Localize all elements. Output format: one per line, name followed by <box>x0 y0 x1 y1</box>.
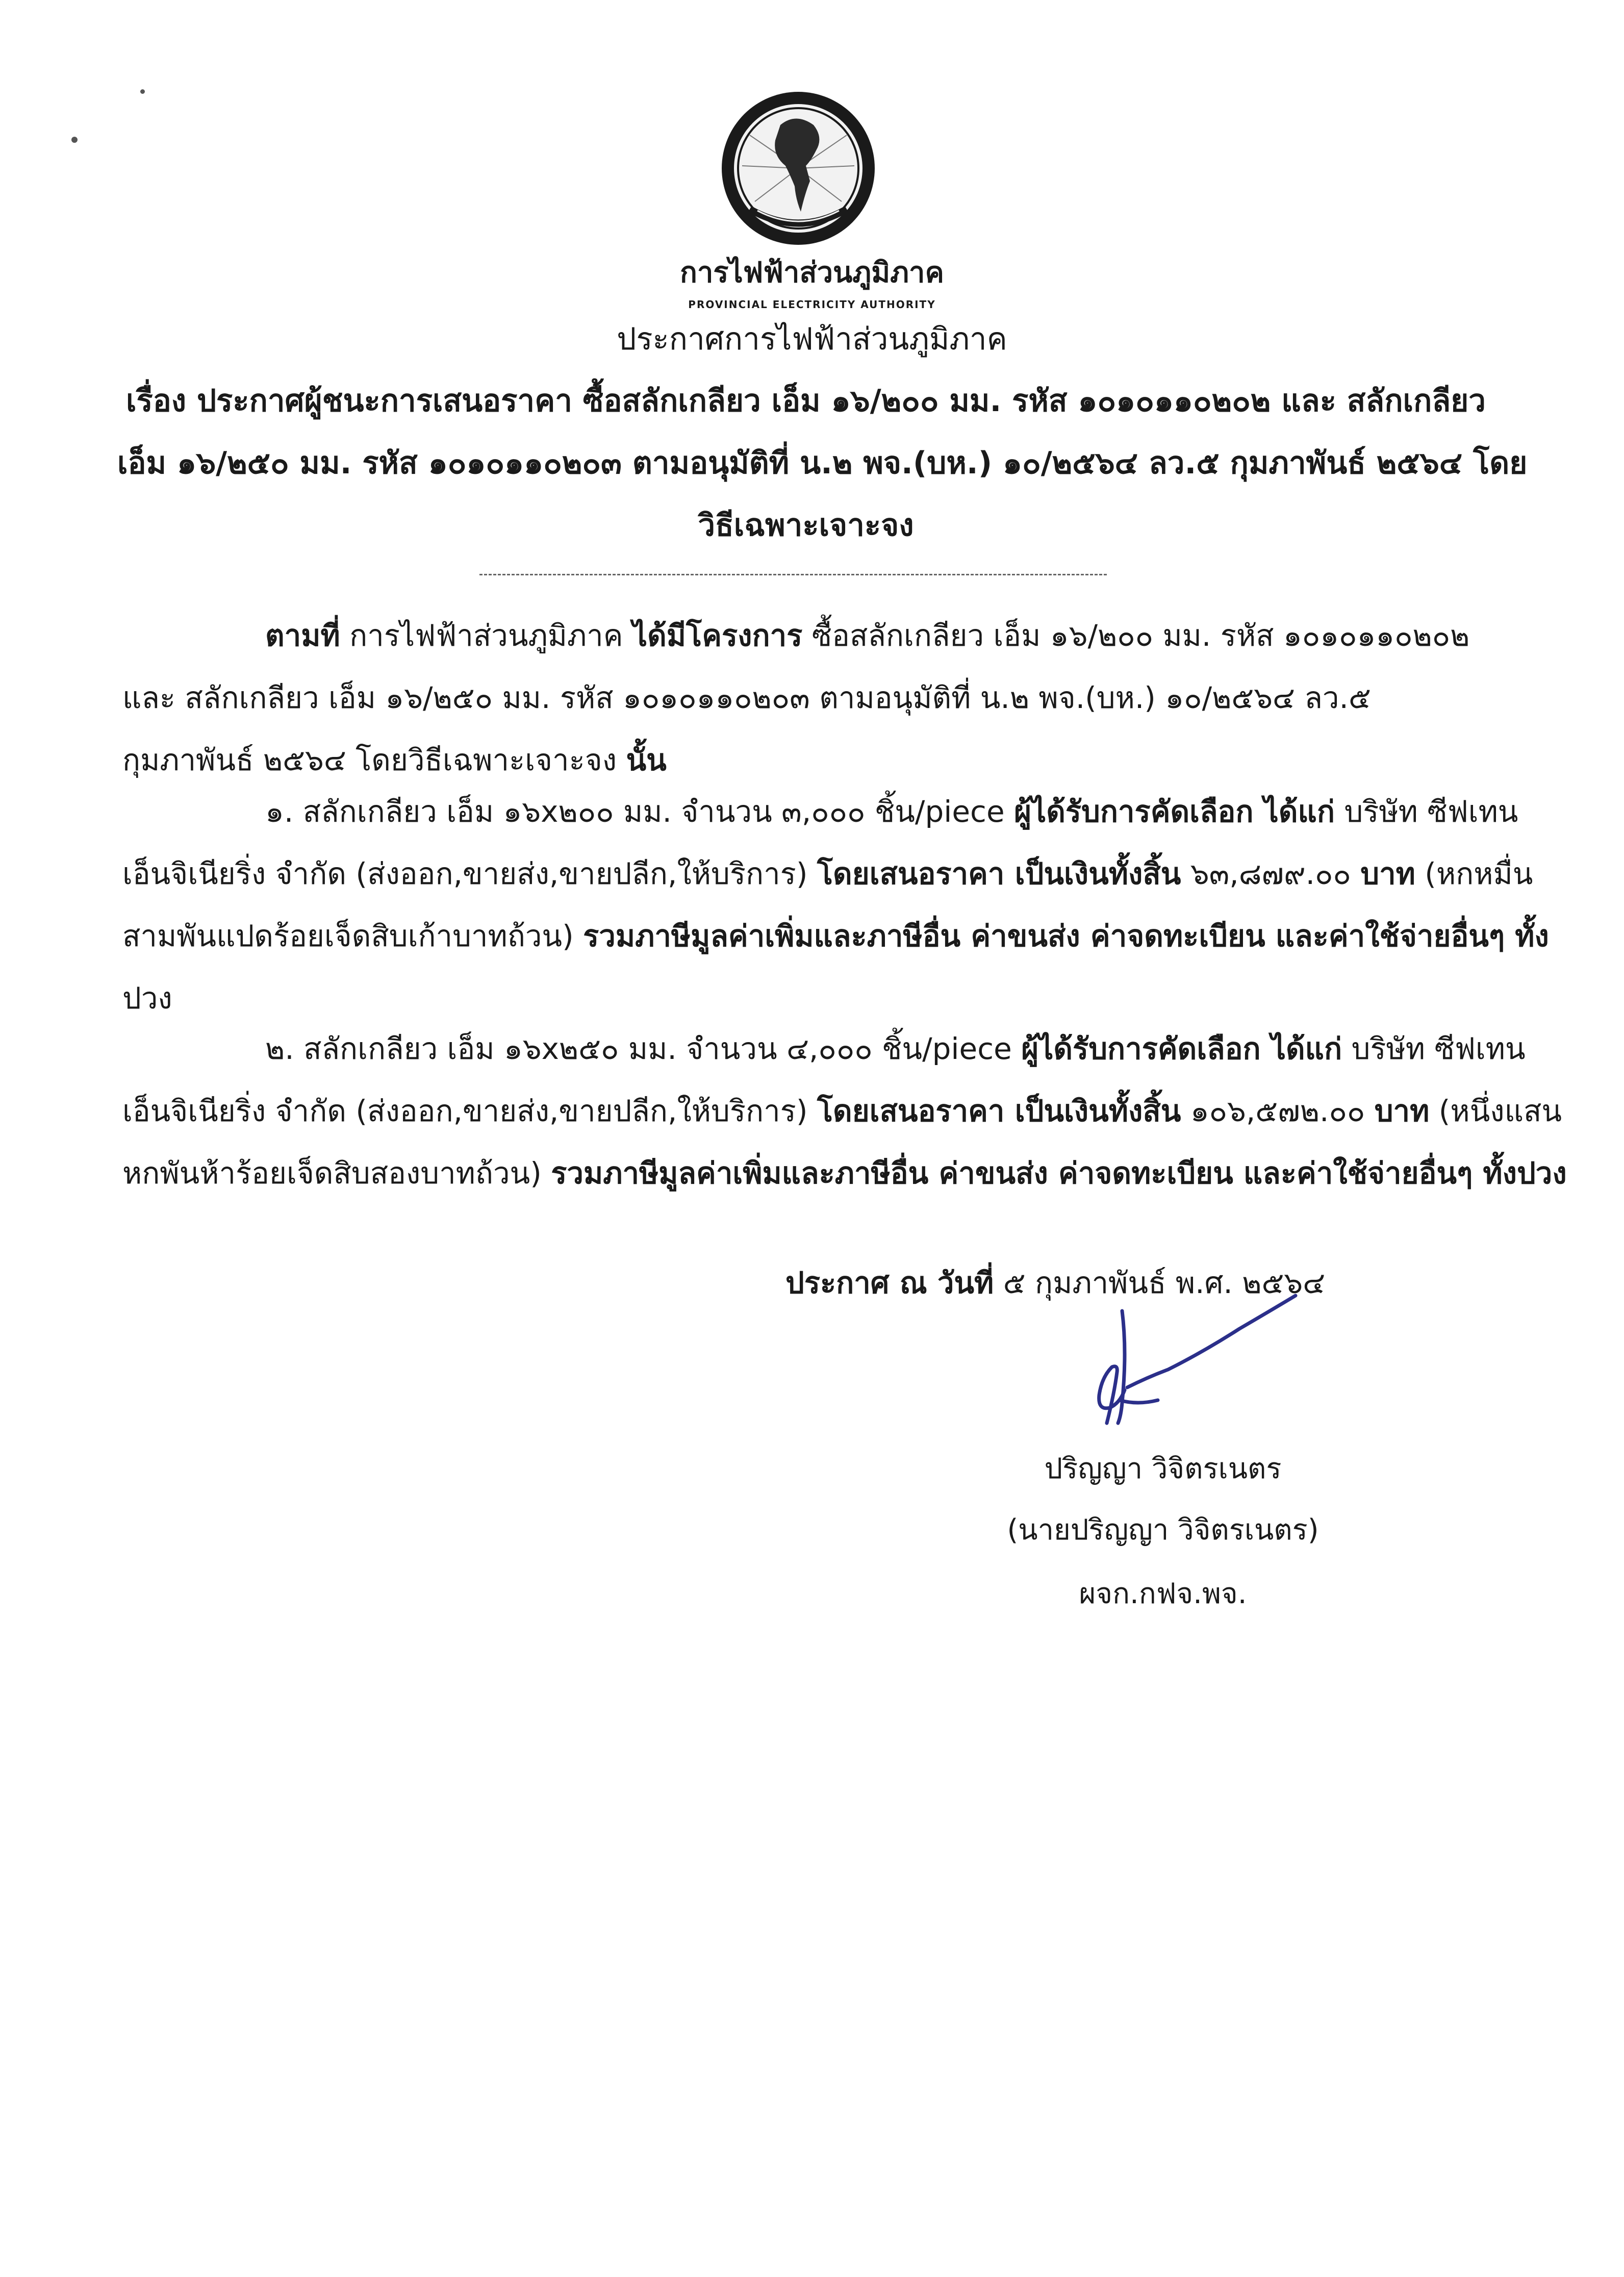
item2-product: ๒. สลักเกลียว เอ็ม ๑๖x๒๕๐ มม. จำนวน ๔,๐๐๐ ชิ้น/piece <box>265 1031 1022 1066</box>
item2-selected-label: ผู้ได้รับการคัดเลือก ได้แก่ <box>1021 1031 1342 1066</box>
item1-price-label: โดยเสนอราคา เป็นเงินทั้งสิ้น <box>817 856 1181 891</box>
item1-amount-words-end: สามพันแปดร้อยเจ็ดสิบเก้าบาทถ้วน) <box>122 919 583 953</box>
subject-text: ซื้อสลักเกลียว เอ็ม ๑๖/๒๐๐ มม. รหัส ๑๐๑๐๑๑๐๒๐๒ และ สลักเกลียว <box>572 383 1486 419</box>
intro-org: การไฟฟ้าส่วนภูมิภาค <box>340 618 632 653</box>
pea-seal-logo-icon <box>719 89 877 247</box>
signatory-name: ปริญญา วิจิตรเนตร <box>1044 1452 1282 1485</box>
item1-product: ๑. สลักเกลียว เอ็ม ๑๖x๒๐๐ มม. จำนวน ๓,๐๐๐ ชิ้น/piece <box>265 794 1014 829</box>
announce-date-label: ประกาศ ณ วันที่ <box>785 1266 994 1300</box>
scan-speck <box>140 89 145 94</box>
handwritten-signature-icon <box>1071 1270 1326 1444</box>
scan-speck <box>71 137 78 143</box>
item2-currency: บาท <box>1374 1094 1430 1128</box>
org-name-english: PROVINCIAL ELECTRICITY AUTHORITY <box>688 298 936 311</box>
subject-heading: เรื่อง ประกาศผู้ชนะการเสนอราคา <box>126 383 572 419</box>
item1-company-type: เอ็นจิเนียริ่ง จำกัด (ส่งออก,ขายส่ง,ขายปลีก,ให้บริการ) <box>122 856 817 891</box>
award-item-1 <box>122 780 1549 1029</box>
org-name-thai: การไฟฟ้าส่วนภูมิภาค <box>680 256 944 289</box>
item2-line-2 <box>122 1080 1562 1142</box>
dashed-divider <box>479 574 1107 575</box>
item1-selected-label: ผู้ได้รับการคัดเลือก ได้แก่ <box>1014 794 1335 829</box>
intro-lead: ตามที่ <box>265 618 340 653</box>
signatory-position: ผจก.กฟจ.พจ. <box>1079 1577 1247 1610</box>
item1-company: บริษัท ซีฟเทน <box>1335 794 1518 829</box>
item1-amount: ๖๓,๘๗๙.๐๐ <box>1181 856 1361 891</box>
item2-price-label: โดยเสนอราคา เป็นเงินทั้งสิ้น <box>817 1094 1181 1128</box>
item1-currency: บาท <box>1360 856 1415 891</box>
announce-date-value: ๕ กุมภาพันธ์ พ.ศ. ๒๕๖๔ <box>994 1266 1326 1300</box>
item2-amount-words-start: (หนึ่งแสน <box>1429 1094 1562 1128</box>
intro-line-1 <box>122 604 1470 667</box>
signatory-full-name: (นายปริญญา วิจิตรเนตร) <box>1007 1513 1319 1547</box>
item1-amount-words-start: (หกหมื่น <box>1415 856 1533 891</box>
subject-line-3: วิธีเฉพาะเจาะจง <box>698 508 914 543</box>
subject-line-2: เอ็ม ๑๖/๒๕๐ มม. รหัส ๑๐๑๐๑๑๐๒๐๓ ตามอนุมัติที่ น.๒ พจ.(บห.) ๑๐/๒๕๖๔ ลว.๕ กุมภาพันธ์ ๒๕๖๔ โดย <box>117 445 1528 481</box>
intro-method: กุมภาพันธ์ ๒๕๖๔ โดยวิธีเฉพาะเจาะจง <box>122 743 626 777</box>
intro-end: นั้น <box>626 743 667 777</box>
intro-project: ซื้อสลักเกลียว เอ็ม ๑๖/๒๐๐ มม. รหัส ๑๐๑๐๑๑๐๒๐๒ <box>802 618 1470 653</box>
item2-amount: ๑๐๖,๕๗๒.๐๐ <box>1181 1094 1375 1128</box>
item1-line-2 <box>122 843 1533 905</box>
item2-line-3 <box>122 1142 1567 1204</box>
item2-amount-words-end: หกพันห้าร้อยเจ็ดสิบสองบาทถ้วน) <box>122 1156 551 1191</box>
subject-line-1 <box>117 370 1494 432</box>
subject-block <box>117 370 1528 556</box>
intro-paragraph <box>122 604 1470 791</box>
item2-company-type: เอ็นจิเนียริ่ง จำกัด (ส่งออก,ขายส่ง,ขายปลีก,ให้บริการ) <box>122 1094 817 1128</box>
item2-company: บริษัท ซีฟเทน <box>1342 1031 1526 1066</box>
item1-line-4: ปวง <box>122 981 172 1016</box>
intro-project-label: ได้มีโครงการ <box>632 618 803 653</box>
announcement-title: ประกาศการไฟฟ้าส่วนภูมิภาค <box>617 321 1007 357</box>
intro-line-2: และ สลักเกลียว เอ็ม ๑๖/๒๕๐ มม. รหัส ๑๐๑๐๑๑๐๒๐๓ ตามอนุมัติที่ น.๒ พจ.(บห.) ๑๐/๒๕๖๔ ลว.๕ <box>122 680 1371 715</box>
item2-inclusions: รวมภาษีมูลค่าเพิ่มและภาษีอื่น ค่าขนส่ง ค่าจดทะเบียน และค่าใช้จ่ายอื่นๆ ทั้งปวง <box>551 1156 1567 1191</box>
item1-line-3 <box>122 905 1549 967</box>
item2-line-1 <box>122 1018 1526 1080</box>
award-item-2 <box>122 1018 1567 1204</box>
item1-line-1 <box>122 780 1518 843</box>
item1-inclusions: รวมภาษีมูลค่าเพิ่มและภาษีอื่น ค่าขนส่ง ค่าจดทะเบียน และค่าใช้จ่ายอื่นๆ ทั้ง <box>583 919 1549 953</box>
